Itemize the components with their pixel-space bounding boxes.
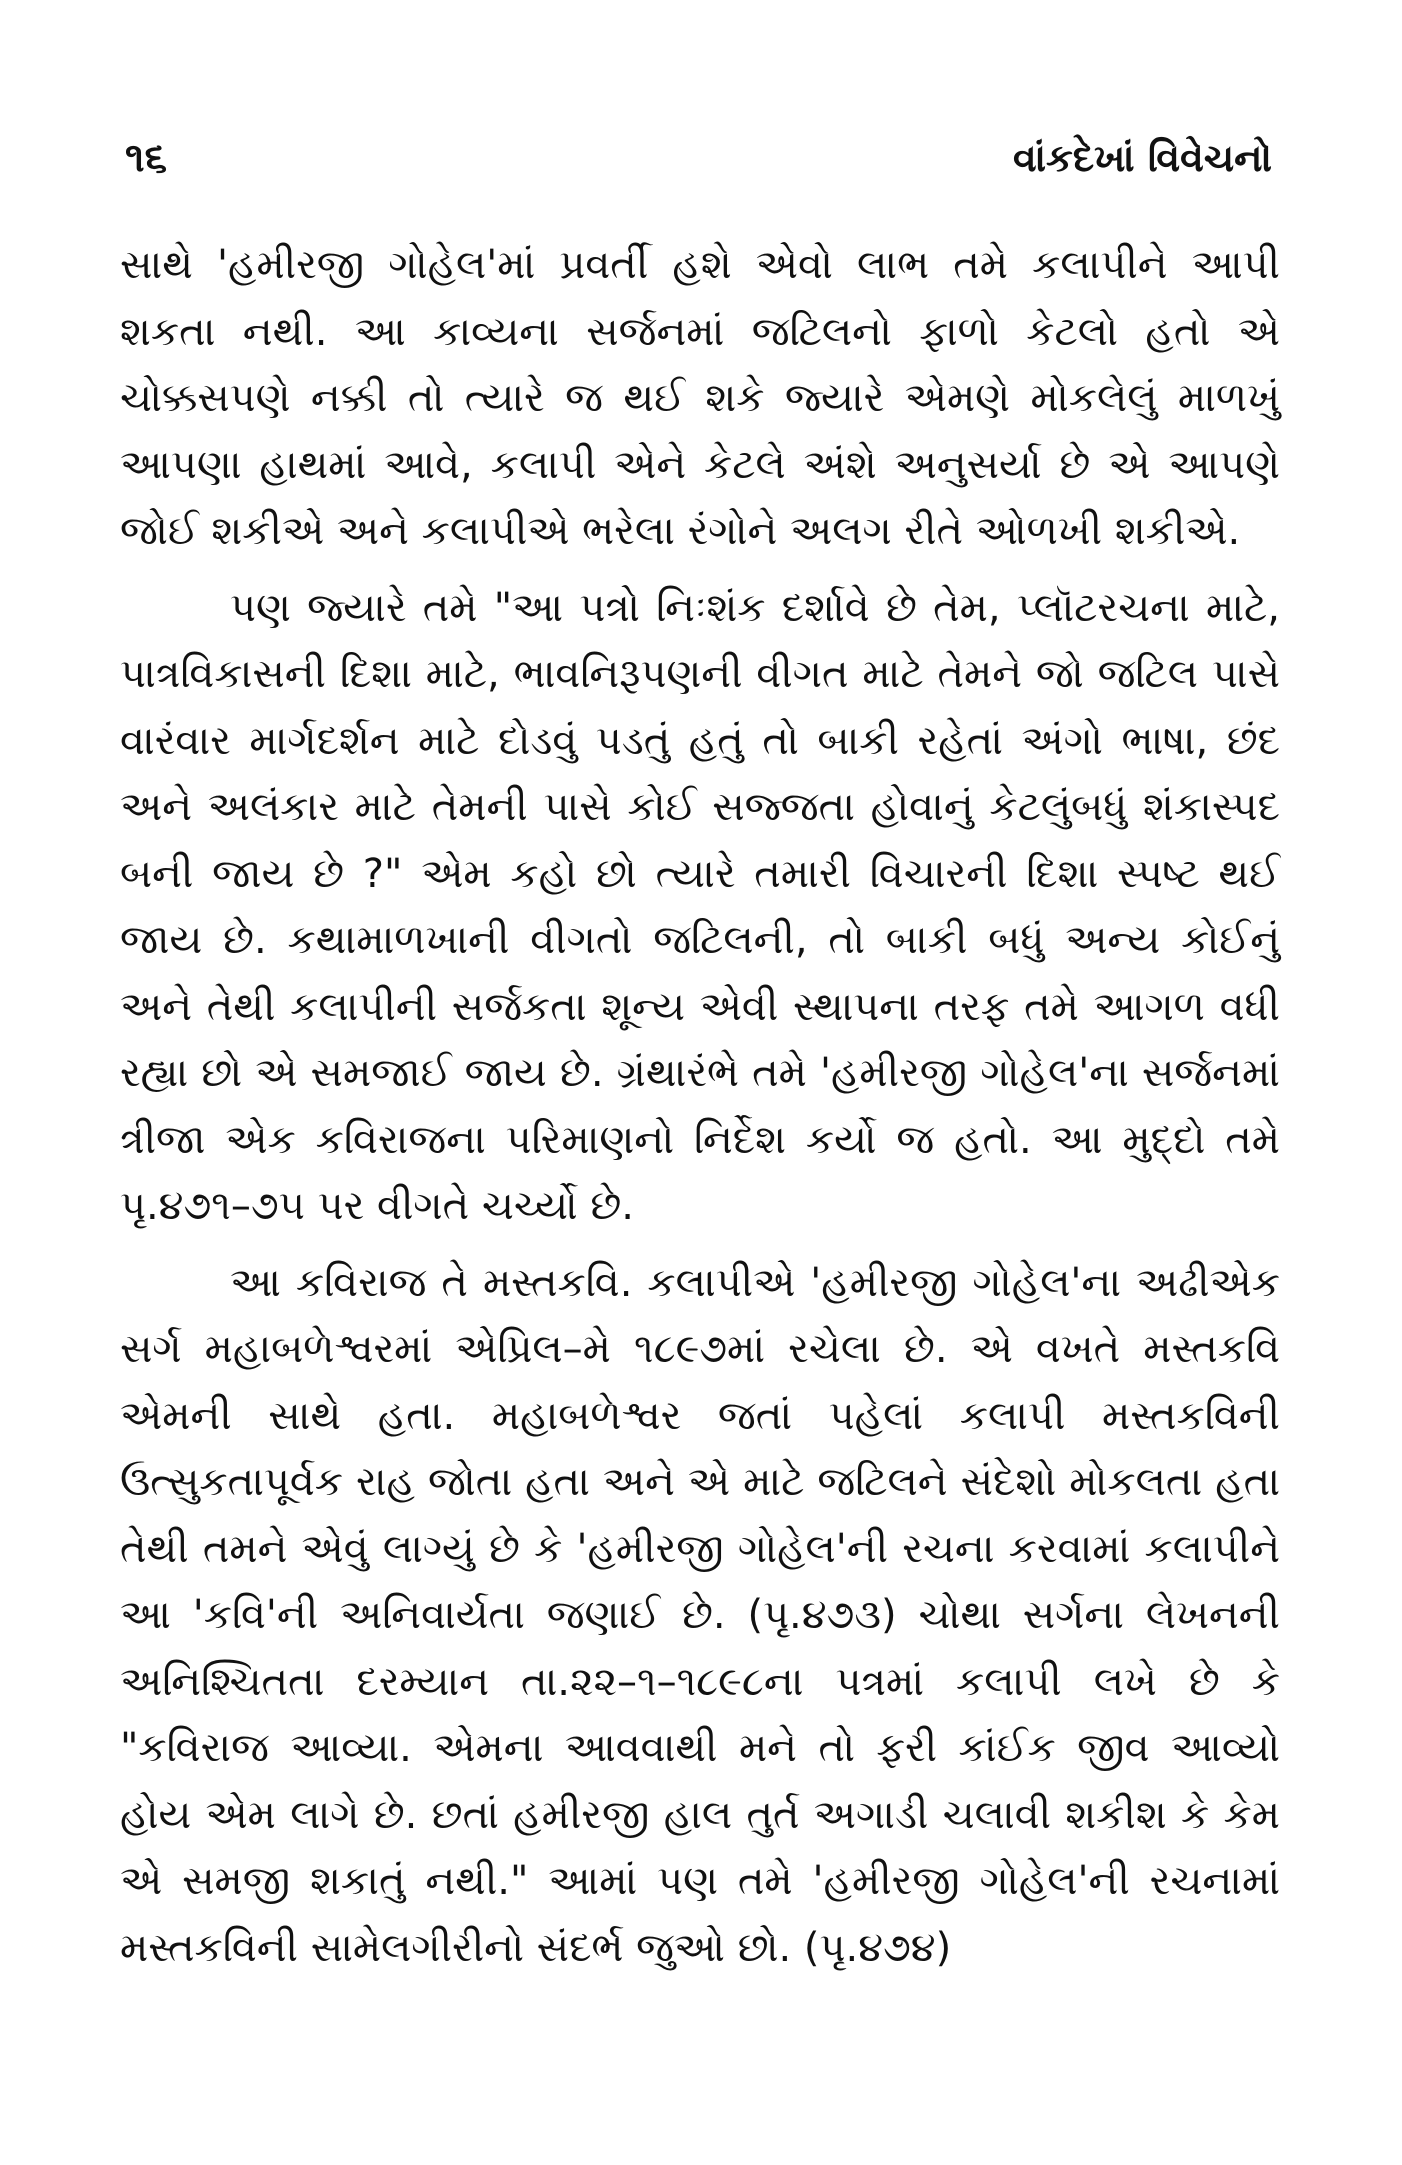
paragraph-1: સાથે 'હમીરજી ગોહેલ'માં પ્રવર્તી હશે એવો લાભ તમે કલાપીને આપી શકતા નથી. આ કાવ્યના સર્જનમાં જટિલનો ફાળો કેટલો હતો એ ચોક્કસપણે નક્કી તો ત્યારે જ થઈ શકે જ્યારે એમણે મોકલેલું માળખું આપણા હાથમાં આવે, કલાપી એને કેટલે અંશે અનુસર્યા છે એ આપણે જોઈ શકીએ અને કલાપીએ ભરેલા રંગોને અલગ રીતે ઓળખી શકીએ. — [120, 242, 1280, 554]
body-text — [120, 232, 1280, 1981]
page-number: ૧૬ — [125, 135, 167, 181]
paragraph-2: પણ જ્યારે તમે "આ પત્રો નિઃશંક દર્શાવે છે તેમ, પ્લૉટરચના માટે, પાત્રવિકાસની દિશા માટે, ભાવનિરૂપણની વીગત માટે તેમને જો જટિલ પાસે વારંવાર માર્ગદર્શન માટે દોડવું પડતું હતું તો બાકી રહેતાં અંગો ભાષા, છંદ અને અલંકાર માટે તેમની પાસે કોઈ સજ્જતા હોવાનું કેટલુંબધું શંકાસ્પદ બની જાય છે ?" એમ કહો છો ત્યારે તમારી વિચારની દિશા સ્પષ્ટ થઈ જાય છે. કથામાળખાની વીગતો જટિલની, તો બાકી બધું અન્ય કોઈનું અને તેથી કલાપીની સર્જકતા શૂન્ય એવી સ્થાપના તરફ તમે આગળ વધી રહ્યા છો એ સમજાઈ જાય છે. ગ્રંથારંભે તમે 'હમીરજી ગોહેલ'ના સર્જનમાં ત્રીજા એક કવિરાજના પરિમાણનો નિર્દેશ કર્યો જ હતો. આ મુદ્દો તમે પૃ.૪૭૧–૭૫ પર વીગતે ચર્ચ્યો છે. — [120, 584, 1280, 1229]
paragraph-3: આ કવિરાજ તે મસ્તકવિ. કલાપીએ 'હમીરજી ગોહેલ'ના અઢીએક સર્ગ મહાબળેશ્વરમાં એપ્રિલ–મે ૧૮૯૭માં રચેલા છે. એ વખતે મસ્તકવિ એમની સાથે હતા. મહાબળેશ્વર જતાં પહેલાં કલાપી મસ્તકવિની ઉત્સુકતાપૂર્વક રાહ જોતા હતા અને એ માટે જટિલને સંદેશો મોકલતા હતા તેથી તમને એવું લાગ્યું છે કે 'હમીરજી ગોહેલ'ની રચના કરવામાં કલાપીને આ 'કવિ'ની અનિવાર્યતા જણાઈ છે. (પૃ.૪૭૩) ચોથા સર્ગના લેખનની અનિશ્ચિતતા દરમ્યાન તા.૨૨–૧–૧૮૯૮ના પત્રમાં કલાપી લખે છે કે "કવિરાજ આવ્યા. એમના આવવાથી મને તો ફરી કાંઈક જીવ આવ્યો હોય એમ લાગે છે. છતાં હમીરજી હાલ તુર્ત અગાડી ચલાવી શકીશ કે કેમ એ સમજી શકાતું નથી." આમાં પણ તમે 'હમીરજી ગોહેલ'ની રચનામાં મસ્તકવિની સામેલગીરીનો સંદર્ભ જુઓ છો. (પૃ.૪૭૪) — [120, 1259, 1280, 1971]
running-title: વાંકદેખાં વિવેચનો — [1013, 135, 1272, 180]
page-header — [125, 128, 1272, 188]
